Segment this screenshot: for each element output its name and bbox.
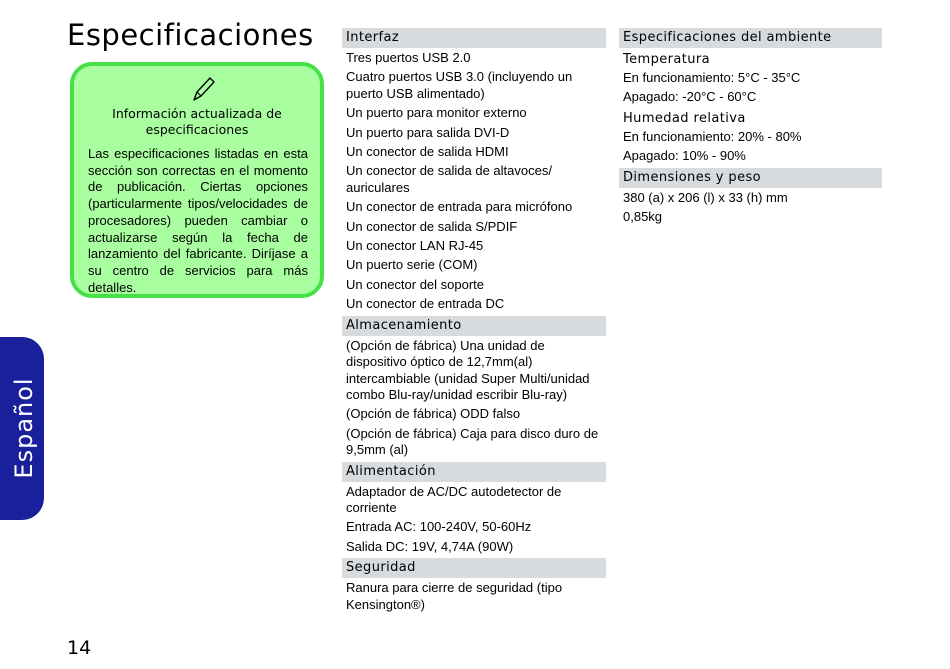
page-title: Especificaciones: [67, 18, 314, 52]
note-body: Las especificaciones listadas en esta sección son correctas en el momento de publicación. Ciertas opciones (particularmente tipos/velocidades de procesadores) pueden cambiar o actualizarse según la fecha de lanzamiento del fabricante. Diríjase a su centro de servicios para más detalles.: [88, 146, 308, 295]
list-item: Un puerto para monitor externo: [346, 105, 527, 121]
list-item: Un puerto serie (COM): [346, 257, 478, 273]
page-number: 14: [67, 637, 92, 659]
list-item: Un conector LAN RJ-45: [346, 238, 484, 254]
list-item: Ranura para cierre de seguridad (tipo Kensington®): [346, 580, 563, 612]
list-item: Adaptador de AC/DC autodetector de corriente: [346, 483, 562, 515]
list-item: (Opción de fábrica) Una unidad de dispositivo óptico de 12,7mm(al) intercambiable (unidad Super Multi/unidad combo Blu-ray/unidad escribir Blu-ray): [346, 337, 590, 402]
spec-column-1: [342, 28, 606, 616]
pencil-icon: [188, 74, 218, 104]
list-item: Entrada AC: 100-240V, 50-60Hz: [346, 519, 532, 535]
section-heading-almacenamiento: Almacenamiento: [342, 316, 606, 336]
list-item: En funcionamiento: 5°C - 35°C: [623, 70, 801, 85]
list-item: Un conector de entrada DC: [346, 296, 505, 312]
list-item: (Opción de fábrica) ODD falso: [346, 406, 521, 422]
list-item: Un conector de salida HDMI: [346, 144, 509, 160]
subheading-humedad: Humedad relativa: [623, 110, 746, 126]
list-item: Un conector de entrada para micrófono: [346, 199, 573, 215]
list-item: 380 (a) x 206 (l) x 33 (h) mm: [623, 189, 788, 205]
list-item: Salida DC: 19V, 4,74A (90W): [346, 538, 514, 554]
section-heading-dimensiones: Dimensiones y peso: [619, 168, 882, 188]
subheading-temperatura: Temperatura: [623, 52, 711, 67]
list-item: En funcionamiento: 20% - 80%: [623, 128, 802, 144]
info-note: [70, 62, 324, 298]
list-item: Tres puertos USB 2.0: [346, 50, 471, 65]
section-heading-interfaz: Interfaz: [342, 28, 606, 48]
list-item: 0,85kg: [623, 209, 663, 225]
list-item: Un puerto para salida DVI-D: [346, 124, 510, 140]
section-heading-seguridad: Seguridad: [342, 558, 606, 578]
section-heading-alimentacion: Alimentación: [342, 462, 606, 482]
spec-column-2: [619, 28, 882, 228]
list-item: (Opción de fábrica) Caja para disco duro de 9,5mm (al): [346, 425, 599, 458]
list-item: Un conector de salida de altavoces/ auriculares: [346, 163, 552, 195]
list-item: Apagado: 10% - 90%: [623, 148, 746, 164]
note-title: Información actualizada de especificaciones: [112, 106, 282, 137]
language-tab-label: Español: [10, 377, 38, 479]
list-item: Un conector del soporte: [346, 276, 485, 292]
list-item: Un conector de salida S/PDIF: [346, 218, 518, 234]
section-heading-ambiente: Especificaciones del ambiente: [619, 28, 882, 48]
list-item: Apagado: -20°C - 60°C: [623, 89, 757, 105]
list-item: Cuatro puertos USB 3.0 (incluyendo un puerto USB alimentado): [346, 69, 573, 101]
